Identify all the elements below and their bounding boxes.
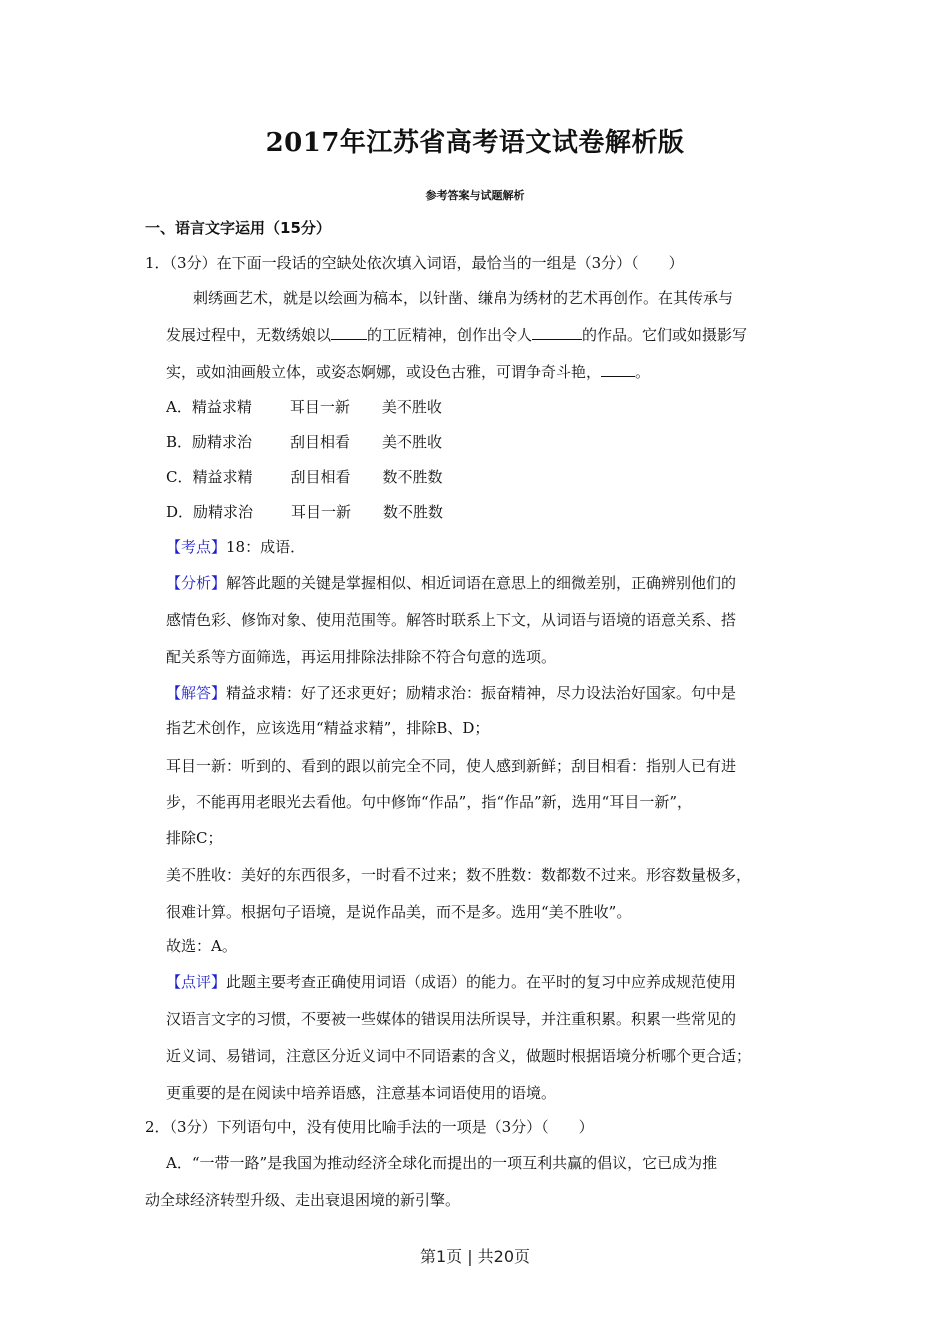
question-2-stem: 2．（3分）下列语句中，没有使用比喻手法的一项是（3分）（ ） <box>145 1118 594 1136</box>
option-word: 励精求治 <box>192 433 253 451</box>
dianping-row-1 <box>166 972 736 992</box>
fenxi-row-1 <box>166 573 736 593</box>
option-word: 数不胜数 <box>382 468 443 486</box>
section-heading: 一、语言文字运用（15分） <box>145 219 331 237</box>
fenxi-label: 【分析】 <box>166 574 227 592</box>
fenxi-row-2: 感情色彩、修饰对象、使用范围等。解答时联系上下文，从词语与语境的语意关系、搭 <box>166 611 737 629</box>
q1-option-c <box>166 467 443 487</box>
fenxi-text: 解答此题的关键是掌握相似、相近词语在意思上的细微差别，正确辨别他们的 <box>226 574 737 592</box>
blank-2 <box>532 325 582 340</box>
q1-passage-line-3 <box>166 362 650 382</box>
option-word: 精益求精 <box>191 398 252 416</box>
dianping-text: 此题主要考查正确使用词语（成语）的能力。在平时的复习中应养成规范使用 <box>226 973 737 991</box>
option-word: 精益求精 <box>192 468 253 486</box>
option-word: 美不胜收 <box>381 398 442 416</box>
option-letter: C． <box>166 468 193 486</box>
jieda-row-6: 美不胜收：美好的东西很多，一时看不过来；数不胜数：数都数不过来。形容数量极多， <box>166 866 752 884</box>
option-word: 刮目相看 <box>290 433 351 451</box>
passage-text: 的工匠精神，创作出令人 <box>367 326 533 344</box>
jieda-row-3: 耳目一新：听到的、看到的跟以前完全不同，使人感到新鲜；刮目相看：指别人已有进 <box>166 757 737 775</box>
jieda-label: 【解答】 <box>166 684 227 702</box>
option-word: 数不胜数 <box>383 503 444 521</box>
q1-option-a <box>166 397 442 417</box>
jieda-row-4: 步，不能再用老眼光去看他。句中修饰“作品”，指“作品”新，选用“耳目一新”， <box>166 793 693 811</box>
blank-3 <box>601 362 635 377</box>
page-indicator: 第1页 | 共20页 <box>419 1247 531 1266</box>
jieda-row-2: 指艺术创作，应该选用“精益求精”，排除B、D； <box>166 719 490 737</box>
passage-text: 的作品。它们或如摄影写 <box>582 326 748 344</box>
question-1-stem: 1．（3分）在下面一段话的空缺处依次填入词语，最恰当的一组是（3分）（ ） <box>145 254 684 272</box>
q1-passage-line-2 <box>166 325 747 345</box>
blank-1 <box>331 325 367 340</box>
subtitle: 参考答案与试题解析 <box>425 189 525 202</box>
option-word: 励精求治 <box>193 503 254 521</box>
dianping-row-4: 更重要的是在阅读中培养语感，注意基本词语使用的语境。 <box>166 1084 557 1102</box>
dianping-row-2: 汉语言文字的习惯，不要被一些媒体的错误用法所误导，并注重积累。积累一些常见的 <box>166 1010 737 1028</box>
q2-option-a-line-2: 动全球经济转型升级、走出衰退困境的新引擎。 <box>145 1191 461 1209</box>
dianping-row-3: 近义词、易错词，注意区分近义词中不同语素的含义，做题时根据语境分析哪个更合适； <box>166 1047 752 1065</box>
kaodian-row <box>166 537 305 557</box>
option-word: 耳目一新 <box>291 503 352 521</box>
passage-text: 。 <box>635 363 651 381</box>
option-word: 刮目相看 <box>290 468 351 486</box>
passage-text: 实，或如油画般立体，或姿态婀娜，或设色古雅，可谓争奇斗艳， <box>166 363 602 381</box>
q1-option-b <box>166 432 442 452</box>
option-word: 耳目一新 <box>289 398 350 416</box>
page-title: 2017年江苏省高考语文试卷解析版 <box>265 128 685 158</box>
fenxi-row-3: 配关系等方面筛选，再运用排除法排除不符合句意的选项。 <box>166 648 557 666</box>
jieda-row-8: 故选：A。 <box>166 937 237 955</box>
passage-text: 发展过程中，无数绣娘以 <box>166 326 332 344</box>
option-letter: A． <box>166 398 192 416</box>
jieda-text: 精益求精：好了还求更好；励精求治：振奋精神，尽力设法治好国家。句中是 <box>226 684 737 702</box>
q2-option-a-line-1: A．“一带一路”是我国为推动经济全球化而提出的一项互利共赢的倡议，它已成为推 <box>166 1154 718 1172</box>
jieda-row-7: 很难计算。根据句子语境，是说作品美，而不是多。选用“美不胜收”。 <box>166 903 632 921</box>
jieda-row-5: 排除C； <box>166 829 223 847</box>
jieda-row-1 <box>166 683 736 703</box>
option-word: 美不胜收 <box>382 433 443 451</box>
option-letter: D． <box>166 503 194 521</box>
kaodian-text: 18：成语． <box>226 538 306 556</box>
q1-passage-line-1: 刺绣画艺术，就是以绘画为稿本，以针凿、缣帛为绣材的艺术再创作。在其传承与 <box>193 289 734 307</box>
kaodian-label: 【考点】 <box>166 538 227 556</box>
q1-option-d <box>166 502 443 522</box>
option-letter: B． <box>166 433 193 451</box>
dianping-label: 【点评】 <box>166 973 227 991</box>
